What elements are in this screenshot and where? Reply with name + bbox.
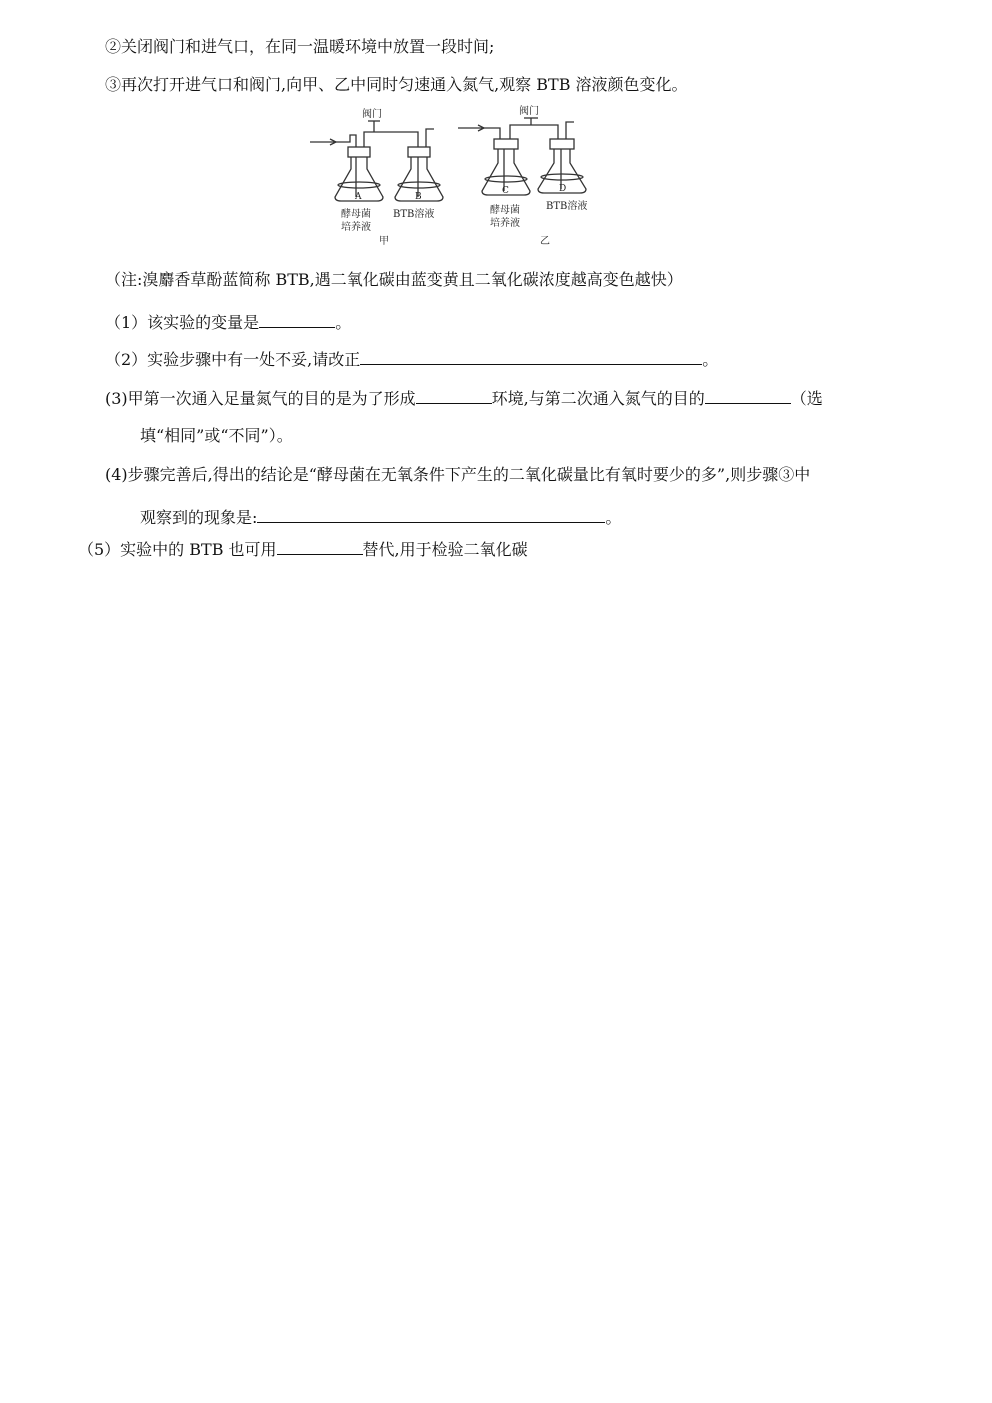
valve-left-label: 阀门 [362,109,382,120]
question-3 [105,387,823,409]
q3-text-c: （选 [790,389,823,408]
label-c-line2: 培养液 [490,218,520,229]
question-4-cont [140,506,621,528]
question-2 [105,348,718,370]
tube-c-to-d [510,125,558,139]
q5-text-b: 替代,用于检验二氧化碳 [362,540,528,559]
flask-d-liquid [541,174,583,180]
q5-answer-blank[interactable] [277,538,363,555]
flask-d-letter: D [559,184,567,194]
valve-right-label: 阀门 [519,106,539,117]
q5-text-a: （5）实验中的 BTB 也可用 [78,540,277,559]
q3-answer-blank-2[interactable] [705,387,791,404]
question-3-cont: 填“相同”或“不同”）。 [140,426,293,445]
note: （注:溴麝香草酚蓝简称 BTB,遇二氧化碳由蓝变黄且二氧化碳浓度越高变色越快） [105,270,683,289]
q4-answer-blank[interactable] [257,506,605,523]
flask-d-stopper [550,139,574,149]
flask-c-letter: C [502,186,509,196]
question-5 [78,538,528,560]
step-3: ③再次打开进气口和阀门,向甲、乙中同时匀速通入氮气,观察 BTB 溶液颜色变化。 [105,75,688,94]
flask-b-stopper [408,147,430,157]
question-1 [105,311,351,333]
q2-text: （2）实验步骤中有一处不妥,请改正 [105,350,361,369]
label-b: BTB溶液 [393,209,435,220]
flask-c-liquid [485,176,527,182]
question-4: (4)步骤完善后,得出的结论是“酵母菌在无氧条件下产生的二氧化碳量比有氧时要少的多”,则步骤③中 [105,465,811,484]
label-c-line1: 酵母菌 [490,205,520,216]
step-2: ②关闭阀门和进气口，在同一温暖环境中放置一段时间; [105,37,495,56]
q2-answer-blank[interactable] [360,348,702,365]
label-a-line1: 酵母菌 [341,209,371,220]
label-d: BTB溶液 [546,201,588,212]
label-a-line2: 培养液 [341,222,371,233]
tube-a-to-b [364,132,418,147]
tube-a-inlet [336,135,356,147]
group-jia-label: 甲 [379,236,389,247]
q4-text: 观察到的现象是: [140,508,258,527]
flask-a-letter: A [355,192,362,202]
flask-c-stopper [494,139,518,149]
q4-end: 。 [605,508,622,527]
flask-b-liquid [398,182,440,188]
group-yi-label: 乙 [540,236,550,247]
q3-text-b: 环境,与第二次通入氮气的目的 [491,389,705,408]
tube-b-outlet [426,129,434,147]
q3-answer-blank-1[interactable] [416,387,492,404]
apparatus-figure [308,105,598,255]
flask-a-stopper [348,147,370,157]
q1-end: 。 [335,313,352,332]
tube-c-inlet [484,128,500,139]
flask-a-liquid [338,182,380,188]
q1-text: （1）该实验的变量是 [105,313,260,332]
apparatus-diagram [308,105,598,255]
flask-b-letter: B [415,192,422,202]
q3-text-a: (3)甲第一次通入足量氮气的目的是为了形成 [105,389,416,408]
tube-d-outlet [566,122,574,139]
q2-end: 。 [702,350,719,369]
q1-answer-blank[interactable] [259,311,335,328]
